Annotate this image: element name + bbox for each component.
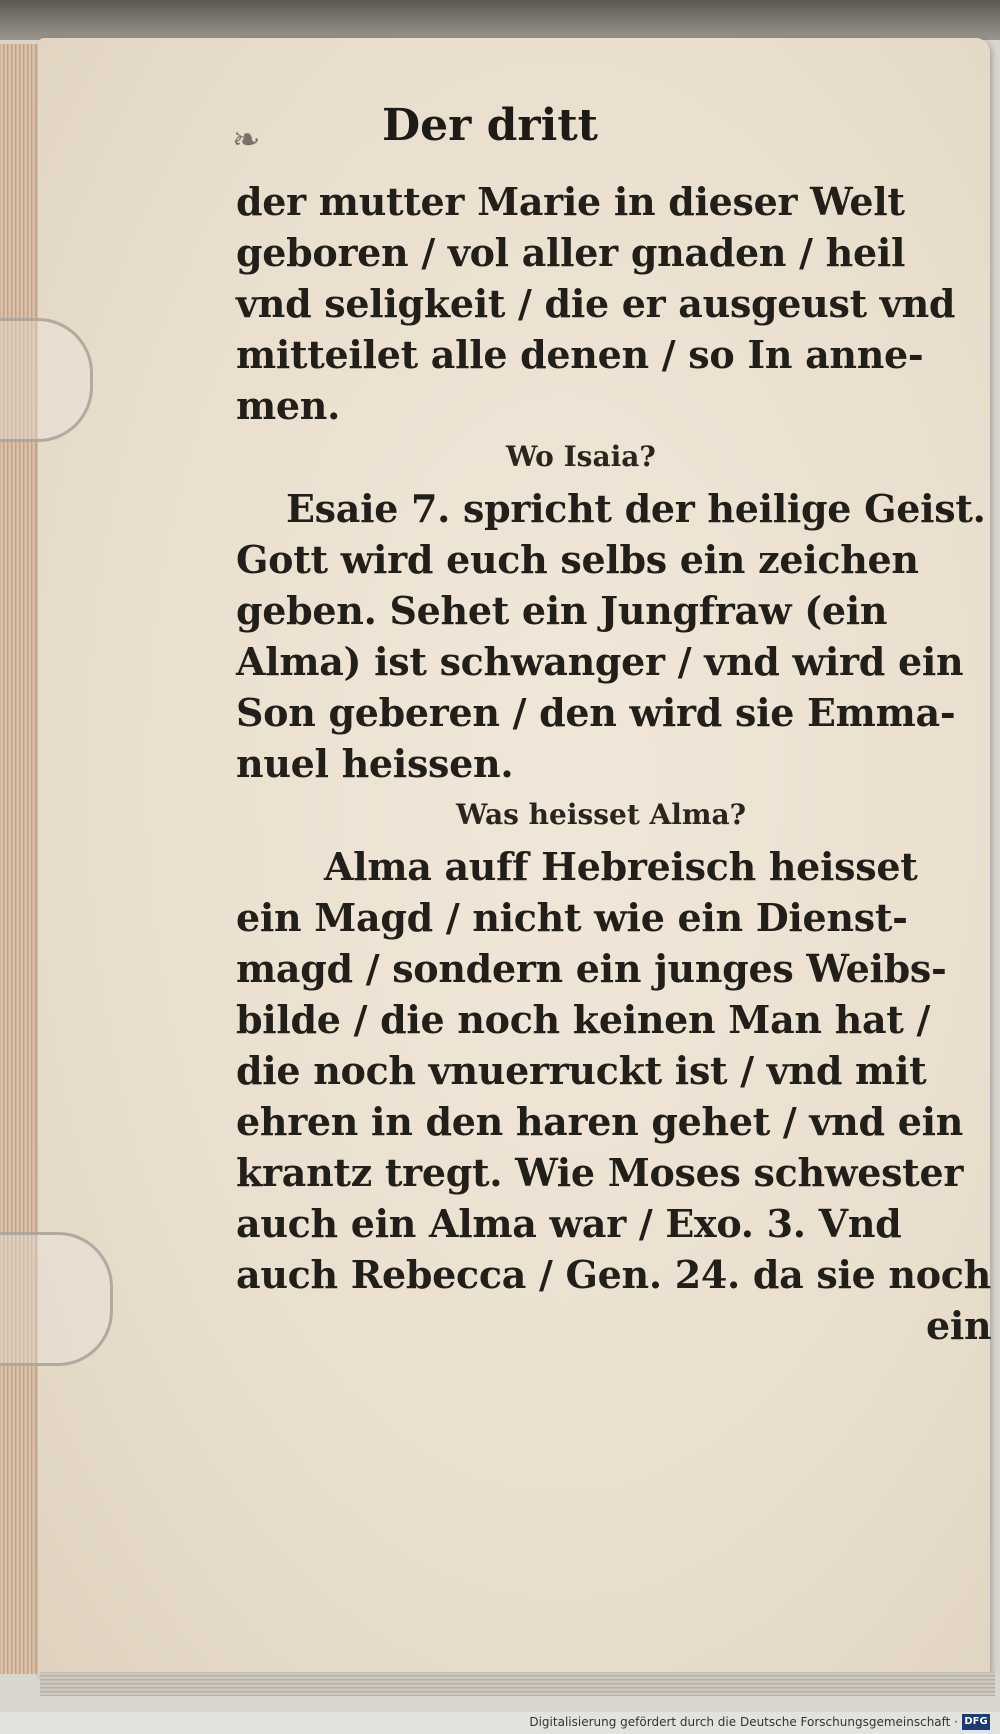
text-line: bilde / die noch keinen Man hat / — [236, 997, 931, 1042]
text-line: geben. Sehet ein Jungfraw (ein — [236, 588, 888, 633]
text-line: Alma auff Hebreisch heisset — [324, 844, 918, 889]
scan-background — [0, 0, 1000, 40]
dfg-logo-icon: DFG — [962, 1714, 990, 1730]
text-line: mitteilet alle denen / so In anne- — [236, 332, 924, 377]
text-line: die noch vnuerruckt ist / vnd mit — [236, 1048, 927, 1093]
book-bottom-edge — [40, 1672, 995, 1696]
text-line: der mutter Marie in dieser Welt — [236, 179, 905, 224]
text-line: Gott wird euch selbs ein zeichen — [236, 537, 919, 582]
text-line: Son geberen / den wird sie Emma- — [236, 690, 956, 735]
paper-clip-bottom — [0, 1232, 113, 1366]
section-heading: Wo Isaia? — [506, 440, 656, 473]
paper-clip-top — [0, 318, 93, 442]
footer-credit: Digitalisierung gefördert durch die Deutsche Forschungsgemeinschaft · — [529, 1715, 958, 1729]
text-line: krantz tregt. Wie Moses schwester — [236, 1150, 964, 1195]
section-heading: Was heisset Alma? — [456, 798, 747, 831]
text-line: geboren / vol aller gnaden / heil — [236, 230, 906, 275]
ornament-mark: ❧ — [232, 120, 261, 160]
text-line: Alma) ist schwanger / vnd wird ein — [236, 639, 964, 684]
text-line: ehren in den haren gehet / vnd ein — [236, 1099, 964, 1144]
footer-bar — [0, 1712, 1000, 1734]
text-line: men. — [236, 383, 341, 428]
text-line: nuel heissen. — [236, 741, 514, 786]
text-line: vnd seligkeit / die er ausgeust vnd — [236, 281, 956, 326]
running-head: Der dritt — [382, 100, 598, 151]
text-line: auch Rebecca / Gen. 24. da sie noch — [236, 1252, 991, 1297]
catchword: ein — [926, 1303, 992, 1348]
text-line: auch ein Alma war / Exo. 3. Vnd — [236, 1201, 902, 1246]
page-text — [236, 176, 992, 1351]
text-line: Esaie 7. spricht der heilige Geist. — [286, 486, 986, 531]
text-line: magd / sondern ein junges Weibs- — [236, 946, 947, 991]
text-line: ein Magd / nicht wie ein Dienst- — [236, 895, 908, 940]
